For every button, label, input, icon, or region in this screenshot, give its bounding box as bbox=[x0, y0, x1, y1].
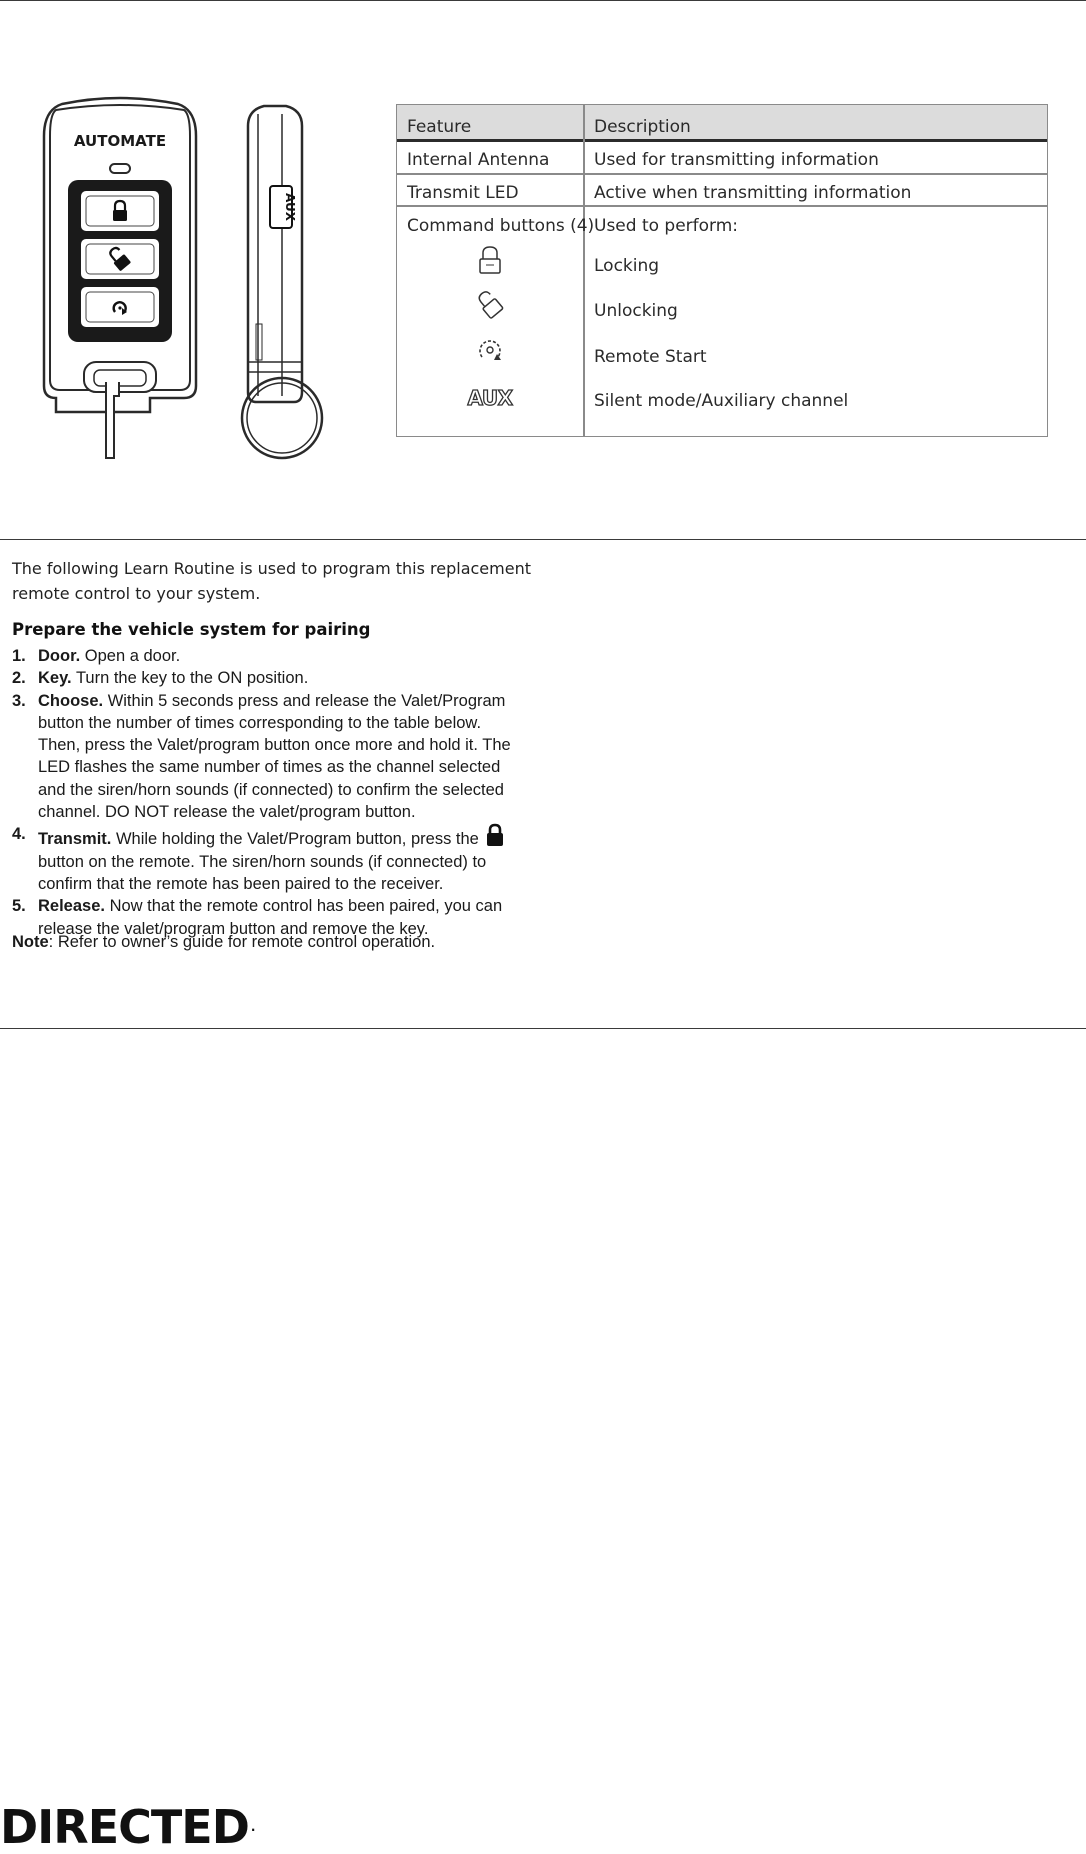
command-label-remote-start: Remote Start bbox=[594, 347, 707, 367]
table-header bbox=[397, 105, 1047, 142]
table-header-description: Description bbox=[594, 117, 691, 137]
table-header-feature: Feature bbox=[407, 117, 472, 137]
list-item: 1. Door. Open a door. bbox=[12, 647, 181, 665]
command-label-unlocking: Unlocking bbox=[594, 301, 678, 321]
top-rule bbox=[0, 0, 1086, 1]
intro-paragraph: The following Learn Routine is used to program this replacement remote control to your system. bbox=[12, 559, 531, 603]
table-cell-description: Used to perform: bbox=[594, 216, 739, 236]
unlock-icon bbox=[457, 288, 523, 322]
list-item: 3. Choose. Within 5 seconds press and release the Valet/Program button the number of times corresponding to the table below. Then, press the Valet/program button once more and hold it. The LED flashes the same number of times as the channel selected and the siren/horn sounds (if connected) to confirm the selected channel. DO NOT release the valet/program button. bbox=[12, 691, 511, 822]
feature-table bbox=[396, 104, 1048, 437]
lock-icon bbox=[457, 243, 523, 277]
table-cell-feature: Internal Antenna bbox=[407, 150, 550, 170]
table-cell-description: Used for transmitting information bbox=[594, 150, 879, 170]
remote-front-illustration bbox=[40, 96, 200, 462]
command-label-locking: Locking bbox=[594, 256, 660, 276]
section-divider bbox=[0, 1028, 1086, 1029]
aux-icon: AUX bbox=[467, 386, 513, 410]
remote-brand-label: AUTOMATE bbox=[73, 132, 167, 150]
remote-side-illustration bbox=[238, 104, 328, 466]
table-cell-feature: Transmit LED bbox=[407, 183, 519, 203]
section-divider bbox=[0, 539, 1086, 540]
pairing-steps-list bbox=[12, 645, 542, 940]
lock-icon bbox=[485, 823, 505, 847]
command-label-aux: Silent mode/Auxiliary channel bbox=[594, 391, 849, 411]
list-item: 5. Release. Now that the remote control has been paired, you can release the valet/program button and remove the key. bbox=[12, 897, 503, 938]
aux-side-label: AUX bbox=[283, 193, 297, 221]
remote-start-icon bbox=[457, 334, 523, 368]
list-item: 4. Transmit. While holding the Valet/Program button, press the button on the remote. The siren/horn sounds (if connected) to confirm that the remote has been paired to the receiver. bbox=[12, 823, 542, 895]
transmit-led bbox=[110, 164, 130, 173]
list-item: 2. Key. Turn the key to the ON position. bbox=[12, 669, 309, 688]
note: Note: Refer to owner’s guide for remote control operation. bbox=[12, 933, 436, 951]
directed-logo: DIRECTED . bbox=[0, 1800, 255, 1854]
section-heading: Prepare the vehicle system for pairing bbox=[12, 620, 371, 639]
table-cell-feature: Command buttons (4) bbox=[407, 216, 595, 236]
table-cell-description: Active when transmitting information bbox=[594, 183, 912, 203]
